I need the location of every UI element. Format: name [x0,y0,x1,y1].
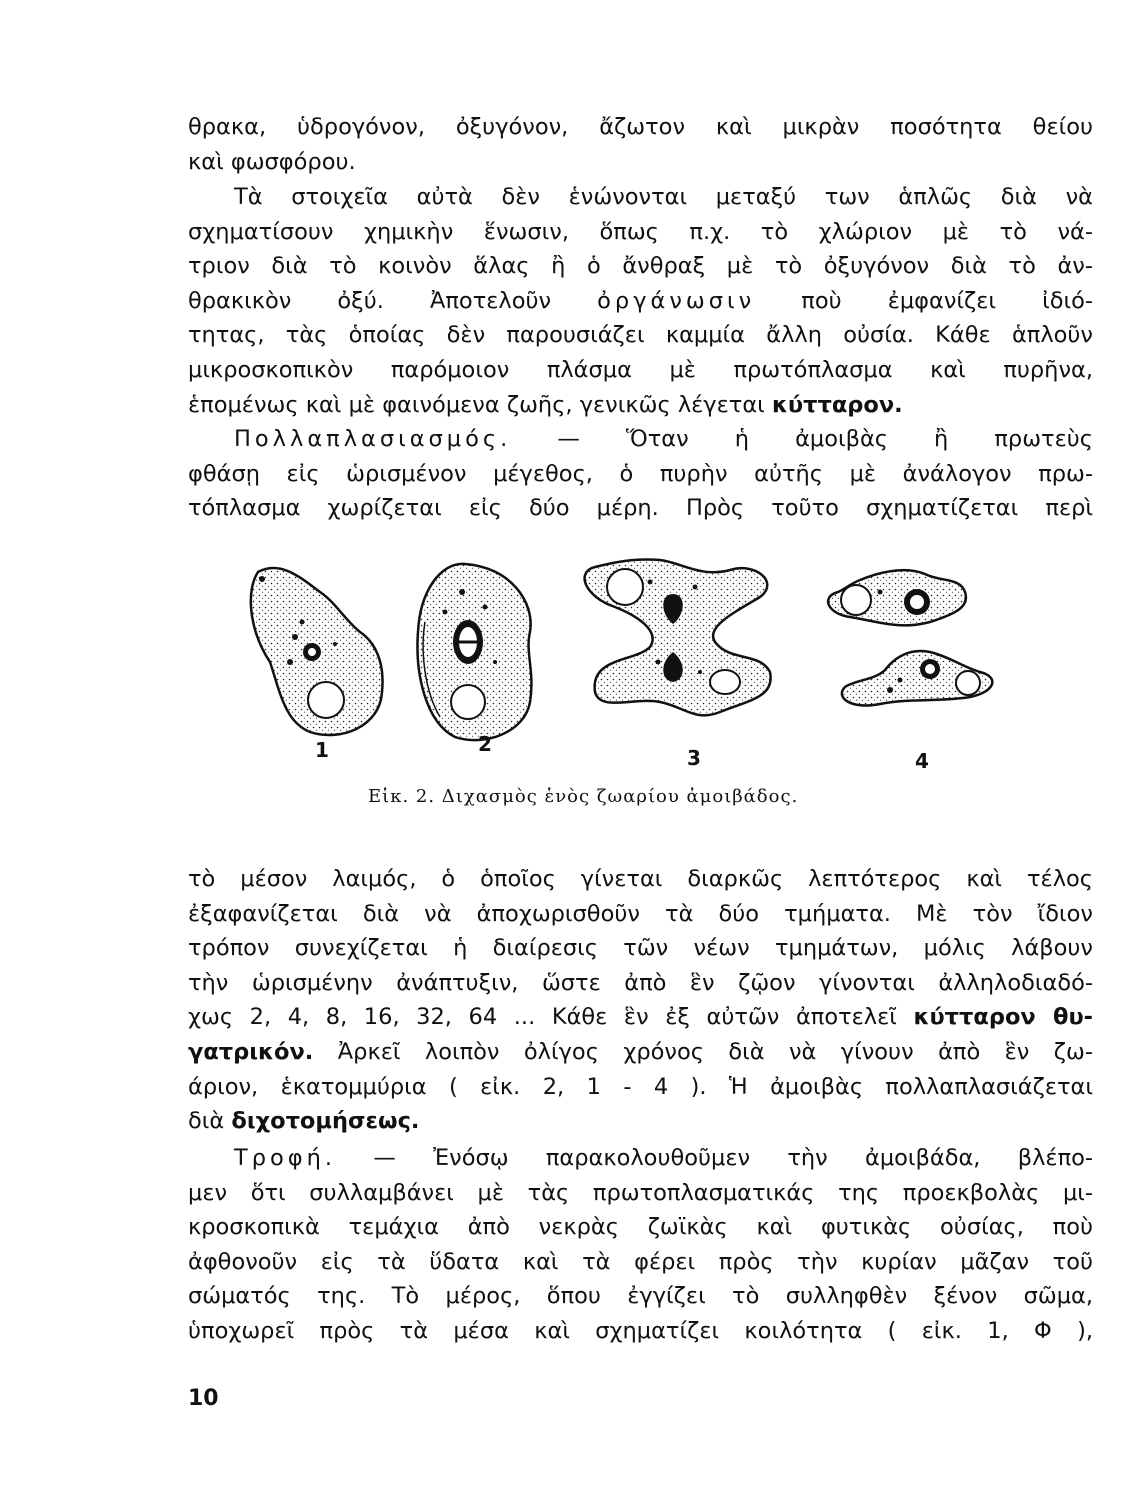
text-line: φθάσῃ εἰς ὡρισμένον μέγεθος, ὁ πυρὴν αὐτῆς μὲ ἀνάλογον πρω- [188,460,1093,487]
text-line: τὴν ὡρισμένην ἀνάπτυξιν, ὥστε ἀπὸ ἓν ζῷον γίνονται ἀλληλοδιαδό- [188,969,1093,996]
text-line [188,1141,1093,1176]
text-span: χως 2, 4, 8, 16, 32, 64 ... Κάθε ἓν ἐξ αὐτῶν ἀποτελεῖ [188,1004,897,1031]
figure-caption: Εἰκ. 2. Διχασμὸς ἑνὸς ζωαρίου ἀμοιβάδος. [368,786,799,807]
text-span: θρακικὸν ὀξύ. [188,287,384,314]
paragraph-4 [188,862,1093,1139]
text-span: ἑπομένως καὶ μὲ φαινόμενα ζωῆς, γενικῶς λέγεται [188,391,765,418]
text-line [188,388,1093,423]
bold-term: γατρικόν. [188,1038,314,1065]
amoeba-illustration [240,552,1040,782]
text-line: σώματός της. Τὸ μέρος, ὅπου ἐγγίζει τὸ συλληφθὲν ξένον σῶμα, [188,1283,1093,1310]
text-span: διὰ [188,1108,225,1135]
text-span: ποὺ ἐμφανίζει ἰδιό- [801,287,1093,314]
text-line: τητας, τὰς ὁποίας δὲν παρουσιάζει καμμία ἄλλη οὐσία. Κάθε ἁπλοῦν [188,322,1093,349]
figure-label-2: 2 [478,732,492,756]
paragraph-1 [188,110,1093,179]
text-line [188,422,1093,457]
text-line: μικροσκοπικὸν παρόμοιον πλάσμα μὲ πρωτόπλασμα καὶ πυρῆνα, [188,356,1093,383]
text-line: τρόπον συνεχίζεται ἡ διαίρεσις τῶν νέων τμημάτων, μόλις λάβουν [188,935,1093,962]
text-line: τόπλασμα χωρίζεται εἰς δύο μέρη. Πρὸς τοῦτο σχηματίζεται περὶ [188,495,1093,522]
text-line [188,1035,1093,1070]
text-span: — Ὅταν ἡ ἀμοιβὰς ἢ πρωτεὺς [557,426,1093,452]
text-line: τριον διὰ τὸ κοινὸν ἅλας ἢ ὁ ἄνθραξ μὲ τὸ ὀξυγόνον διὰ τὸ ἀν- [188,253,1093,280]
bold-term: κύτταρον θυ- [913,1004,1093,1031]
section-heading: Τροφή. [234,1145,337,1171]
text-line: ὑποχωρεῖ πρὸς τὰ μέσα καὶ σχηματίζει κοιλότητα ( εἰκ. 1, Φ ), [188,1317,1093,1344]
text-line: ἐξαφανίζεται διὰ νὰ ἀποχωρισθοῦν τὰ δύο τμήματα. Μὲ τὸν ἴδιον [188,900,1093,927]
amoeba-division-figure [240,552,1040,782]
text-span: Ἀποτελοῦν [429,287,552,314]
paragraph-2 [188,180,1093,422]
page-number: 10 [188,1386,219,1411]
amoeba-stage-2 [417,564,531,740]
amoeba-stage-3 [585,559,771,715]
text-line: ἀφθονοῦν εἰς τὰ ὕδατα καὶ τὰ φέρει πρὸς τὴν κυρίαν μᾶζαν τοῦ [188,1248,1093,1275]
figure-label-3: 3 [687,746,701,770]
text-line [188,1104,1093,1139]
text-span: — Ἐνόσῳ παρακολουθοῦμεν τὴν ἀμοιβάδα, βλέπο- [373,1145,1094,1171]
figure-label-1: 1 [315,738,329,762]
bold-term: διχοτομήσεως. [231,1108,420,1135]
text-line: μεν ὅτι συλλαμβάνει μὲ τὰς πρωτοπλασματικάς της προεκβολὰς μι- [188,1179,1093,1206]
amoeba-stage-4 [828,570,992,705]
text-line: θρακα, ὑδρογόνον, ὀξυγόνον, ἄζωτον καὶ μικρὰν ποσότητα θείου [188,114,1093,140]
text-span: Ἀρκεῖ λοιπὸν ὀλίγος χρόνος διὰ νὰ γίνουν ἀπὸ ἓν ζω- [337,1038,1093,1065]
amoeba-stage-1 [251,568,383,735]
text-line: άριον, ἑκατομμύρια ( εἰκ. 2, 1 - 4 ). Ἡ ἀμοιβὰς πολλαπλασιάζεται [188,1073,1093,1100]
figure-label-4: 4 [915,749,929,773]
text-line [188,1000,1093,1035]
text-line: καὶ φωσφόρου. [188,148,356,175]
text-line: κροσκοπικὰ τεμάχια ἀπὸ νεκρὰς ζωϊκὰς καὶ φυτικὰς οὐσίας, ποὺ [188,1214,1093,1241]
text-line: τὸ μέσον λαιμός, ὁ ὁποῖος γίνεται διαρκῶς λεπτότερος καὶ τέλος [188,866,1093,892]
text-line: σχηματίσουν χημικὴν ἕνωσιν, ὅπως π.χ. τὸ χλώριον μὲ τὸ νά- [188,218,1093,245]
bold-term: κύτταρον. [771,391,903,418]
section-heading: Πολλαπλασιασμός. [234,426,512,452]
paragraph-3 [188,422,1093,526]
text-line [188,284,1093,319]
paragraph-5 [188,1141,1093,1349]
spaced-text: ὀργάνωσιν [597,287,756,314]
text-line: Τὰ στοιχεῖα αὐτὰ δὲν ἑνώνονται μεταξύ των ἁπλῶς διὰ νὰ [234,184,1093,210]
